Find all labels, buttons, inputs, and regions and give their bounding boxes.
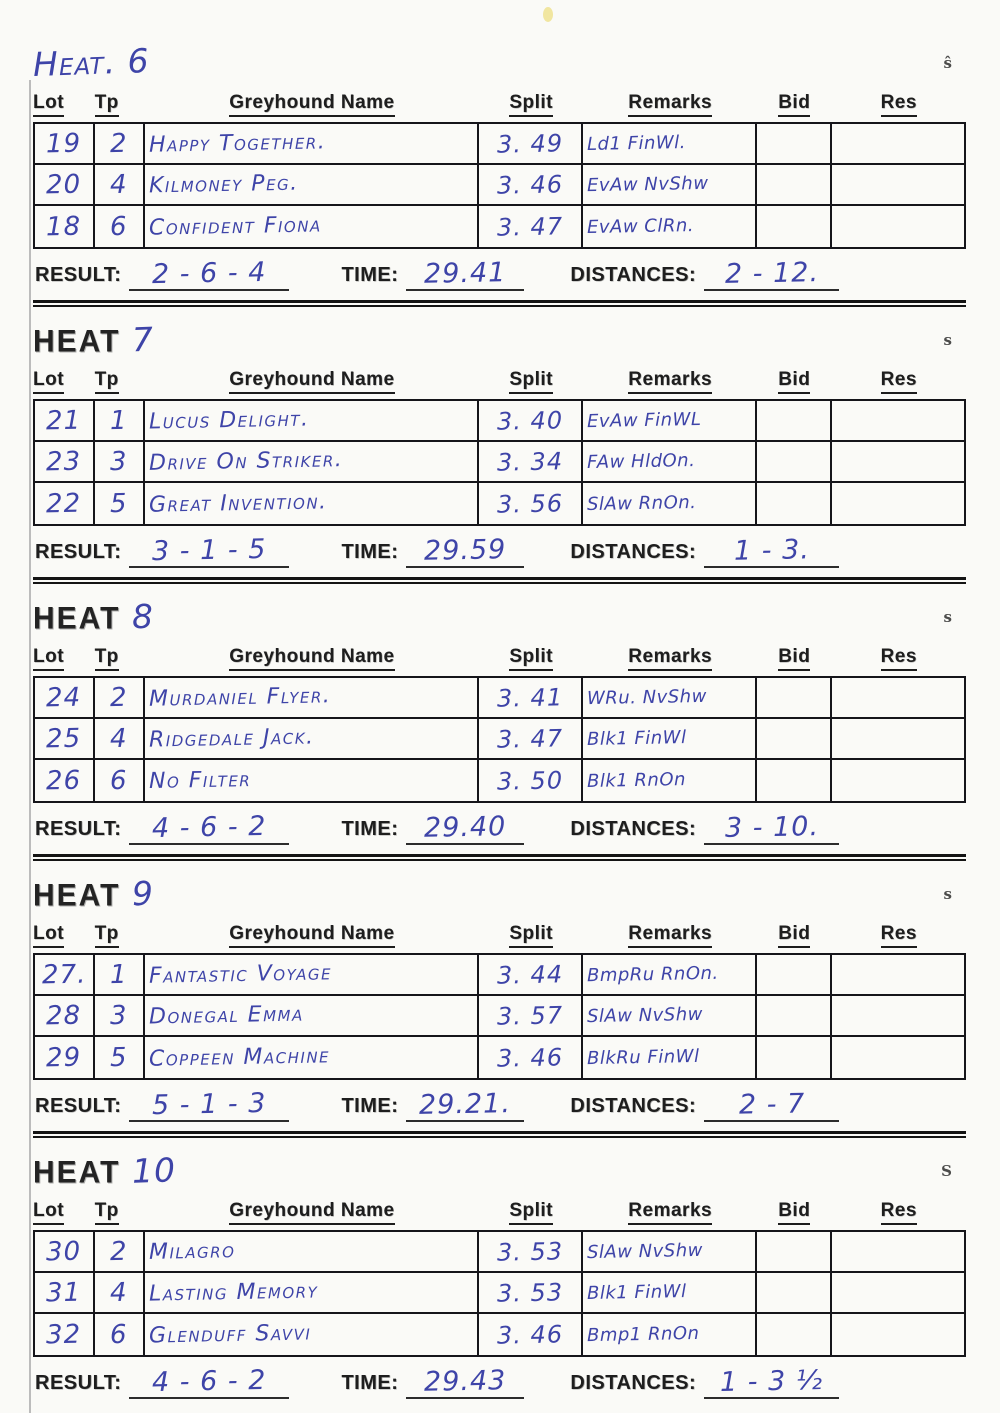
greyhound-name-cell: Kilmoney Peg. bbox=[145, 165, 479, 204]
heat-number-handwritten: Heat. 6 bbox=[32, 40, 151, 85]
distances-label: DISTANCES: bbox=[570, 818, 697, 840]
col-res: Res bbox=[881, 646, 917, 671]
section-divider bbox=[33, 577, 966, 584]
heat-number-handwritten: 9 bbox=[131, 873, 156, 914]
distances-value: 1 - 3 ½ bbox=[704, 1368, 839, 1399]
lot-cell: 21 bbox=[33, 401, 95, 440]
res-cell bbox=[832, 1273, 966, 1312]
col-bid: Bid bbox=[778, 92, 810, 117]
heat-title-row bbox=[33, 309, 966, 363]
split-cell: 3. 44 bbox=[479, 955, 583, 994]
bid-cell bbox=[757, 1273, 832, 1312]
split-cell: 3. 46 bbox=[479, 1314, 583, 1355]
lot-cell: 25 bbox=[33, 719, 95, 758]
greyhound-name-cell: Great Invention. bbox=[145, 483, 479, 524]
heat-section-10 bbox=[33, 1140, 966, 1407]
column-headers bbox=[33, 640, 966, 676]
distances-value: 2 - 12. bbox=[704, 260, 839, 291]
col-res: Res bbox=[881, 369, 917, 394]
column-headers bbox=[33, 917, 966, 953]
heat-table bbox=[33, 1230, 966, 1357]
greyhound-name-cell: Coppeen Machine bbox=[145, 1037, 479, 1078]
split-cell: 3. 50 bbox=[479, 760, 583, 801]
table-row bbox=[33, 1232, 966, 1273]
section-divider bbox=[33, 854, 966, 861]
greyhound-name-cell: Happy Together. bbox=[145, 124, 479, 163]
result-bar bbox=[33, 1357, 966, 1407]
scan-artifact: s bbox=[943, 331, 952, 349]
res-cell bbox=[832, 1314, 966, 1355]
result-bar bbox=[33, 803, 966, 853]
time-value: 29.59 bbox=[406, 537, 524, 568]
bid-cell bbox=[757, 124, 832, 163]
heat-table bbox=[33, 953, 966, 1080]
result-label: RESULT: bbox=[35, 818, 122, 840]
bid-cell bbox=[757, 206, 832, 247]
result-label: RESULT: bbox=[35, 264, 122, 286]
trap-cell: 4 bbox=[95, 1273, 145, 1312]
col-remarks: Remarks bbox=[628, 369, 712, 394]
res-cell bbox=[832, 1232, 966, 1271]
bid-cell bbox=[757, 1232, 832, 1271]
result-label: RESULT: bbox=[35, 541, 122, 563]
col-remarks: Remarks bbox=[628, 646, 712, 671]
split-cell: 3. 53 bbox=[479, 1273, 583, 1312]
result-bar bbox=[33, 1080, 966, 1130]
result-value: 2 - 6 - 4 bbox=[129, 260, 289, 291]
result-bar bbox=[33, 526, 966, 576]
col-lot: Lot bbox=[33, 369, 64, 394]
table-row bbox=[33, 955, 966, 996]
time-label: TIME: bbox=[341, 1372, 399, 1394]
lot-cell: 24 bbox=[33, 678, 95, 717]
col-res: Res bbox=[881, 923, 917, 948]
col-bid: Bid bbox=[778, 646, 810, 671]
split-cell: 3. 56 bbox=[479, 483, 583, 524]
heat-section-6 bbox=[33, 24, 966, 299]
col-bid: Bid bbox=[778, 1200, 810, 1225]
res-cell bbox=[832, 401, 966, 440]
split-cell: 3. 47 bbox=[479, 719, 583, 758]
bid-cell bbox=[757, 1314, 832, 1355]
remarks-cell: Blk1 FinWl bbox=[583, 1273, 757, 1312]
col-remarks: Remarks bbox=[628, 92, 712, 117]
col-tp: Tp bbox=[95, 1200, 119, 1225]
time-value: 29.41 bbox=[406, 260, 524, 291]
bid-cell bbox=[757, 955, 832, 994]
remarks-cell: WRu. NvShw bbox=[583, 678, 757, 717]
col-split: Split bbox=[509, 92, 553, 117]
trap-cell: 1 bbox=[95, 401, 145, 440]
col-split: Split bbox=[509, 1200, 553, 1225]
greyhound-name-cell: Donegal Emma bbox=[145, 996, 479, 1035]
distances-label: DISTANCES: bbox=[570, 541, 697, 563]
greyhound-name-cell: Murdaniel Flyer. bbox=[145, 678, 479, 717]
remarks-cell: Bmp1 RnOn bbox=[583, 1314, 757, 1355]
trap-cell: 2 bbox=[95, 124, 145, 163]
res-cell bbox=[832, 1037, 966, 1078]
heat-title-row bbox=[33, 863, 966, 917]
greyhound-name-cell: Ridgedale Jack. bbox=[145, 719, 479, 758]
heat-label: HEAT bbox=[33, 1155, 121, 1190]
trap-cell: 2 bbox=[95, 1232, 145, 1271]
col-tp: Tp bbox=[95, 92, 119, 117]
heat-section-8 bbox=[33, 586, 966, 853]
heat-table bbox=[33, 122, 966, 249]
col-lot: Lot bbox=[33, 646, 64, 671]
lot-cell: 18 bbox=[33, 206, 95, 247]
scan-speck bbox=[543, 7, 553, 22]
col-bid: Bid bbox=[778, 369, 810, 394]
lot-cell: 32 bbox=[33, 1314, 95, 1355]
table-row bbox=[33, 678, 966, 719]
lot-cell: 23 bbox=[33, 442, 95, 481]
lot-cell: 27. bbox=[33, 955, 95, 994]
remarks-cell: BmpRu RnOn. bbox=[583, 955, 757, 994]
split-cell: 3. 53 bbox=[479, 1232, 583, 1271]
split-cell: 3. 40 bbox=[479, 401, 583, 440]
heat-title-row bbox=[33, 586, 966, 640]
remarks-cell: FAw HldOn. bbox=[583, 442, 757, 481]
split-cell: 3. 34 bbox=[479, 442, 583, 481]
time-value: 29.21. bbox=[406, 1091, 524, 1122]
remarks-cell: EvAw FinWL bbox=[583, 401, 757, 440]
heat-table bbox=[33, 676, 966, 803]
distances-label: DISTANCES: bbox=[570, 1095, 697, 1117]
distances-value: 3 - 10. bbox=[704, 814, 839, 845]
table-row bbox=[33, 1273, 966, 1314]
greyhound-name-cell: Confident Fiona bbox=[145, 206, 479, 247]
trap-cell: 6 bbox=[95, 206, 145, 247]
split-cell: 3. 49 bbox=[479, 124, 583, 163]
remarks-cell: SlAw RnOn. bbox=[583, 483, 757, 524]
bid-cell bbox=[757, 401, 832, 440]
bid-cell bbox=[757, 678, 832, 717]
lot-cell: 30 bbox=[33, 1232, 95, 1271]
heat-label: HEAT bbox=[33, 601, 121, 636]
time-label: TIME: bbox=[341, 818, 399, 840]
col-split: Split bbox=[509, 369, 553, 394]
col-remarks: Remarks bbox=[628, 923, 712, 948]
section-divider bbox=[33, 1131, 966, 1138]
greyhound-name-cell: Lasting Memory bbox=[145, 1273, 479, 1312]
bid-cell bbox=[757, 996, 832, 1035]
col-res: Res bbox=[881, 92, 917, 117]
greyhound-name-cell: Glenduff Savvi bbox=[145, 1314, 479, 1355]
res-cell bbox=[832, 124, 966, 163]
col-name: Greyhound Name bbox=[229, 646, 394, 671]
remarks-cell: EvAw ClRn. bbox=[583, 206, 757, 247]
col-name: Greyhound Name bbox=[229, 1200, 394, 1225]
greyhound-name-cell: No Filter bbox=[145, 760, 479, 801]
res-cell bbox=[832, 678, 966, 717]
table-row bbox=[33, 483, 966, 524]
table-row bbox=[33, 996, 966, 1037]
bid-cell bbox=[757, 483, 832, 524]
table-row bbox=[33, 401, 966, 442]
trap-cell: 2 bbox=[95, 678, 145, 717]
result-label: RESULT: bbox=[35, 1372, 122, 1394]
lot-cell: 26 bbox=[33, 760, 95, 801]
lot-cell: 29 bbox=[33, 1037, 95, 1078]
table-row bbox=[33, 760, 966, 801]
greyhound-name-cell: Fantastic Voyage bbox=[145, 955, 479, 994]
trap-cell: 3 bbox=[95, 996, 145, 1035]
heat-title-row bbox=[33, 1140, 966, 1194]
heat-number-handwritten: 10 bbox=[131, 1150, 178, 1191]
trap-cell: 6 bbox=[95, 760, 145, 801]
col-res: Res bbox=[881, 1200, 917, 1225]
time-value: 29.43 bbox=[406, 1368, 524, 1399]
greyhound-name-cell: Milagro bbox=[145, 1232, 479, 1271]
col-bid: Bid bbox=[778, 923, 810, 948]
remarks-cell: SlAw NvShw bbox=[583, 1232, 757, 1271]
col-tp: Tp bbox=[95, 646, 119, 671]
lot-cell: 19 bbox=[33, 124, 95, 163]
table-row bbox=[33, 206, 966, 247]
split-cell: 3. 57 bbox=[479, 996, 583, 1035]
remarks-cell: Blk1 RnOn bbox=[583, 760, 757, 801]
heat-title-row bbox=[33, 24, 966, 86]
time-label: TIME: bbox=[341, 541, 399, 563]
distances-label: DISTANCES: bbox=[570, 264, 697, 286]
result-value: 4 - 6 - 2 bbox=[129, 814, 289, 845]
split-cell: 3. 46 bbox=[479, 1037, 583, 1078]
distances-value: 2 - 7 bbox=[704, 1091, 839, 1122]
trap-cell: 3 bbox=[95, 442, 145, 481]
col-name: Greyhound Name bbox=[229, 923, 394, 948]
heat-label: HEAT bbox=[33, 878, 121, 913]
lot-cell: 20 bbox=[33, 165, 95, 204]
split-cell: 3. 46 bbox=[479, 165, 583, 204]
result-bar bbox=[33, 249, 966, 299]
table-row bbox=[33, 1314, 966, 1355]
result-value: 4 - 6 - 2 bbox=[129, 1368, 289, 1399]
scan-artifact: s bbox=[943, 885, 952, 903]
greyhound-name-cell: Drive On Striker. bbox=[145, 442, 479, 481]
split-cell: 3. 41 bbox=[479, 678, 583, 717]
heat-table bbox=[33, 399, 966, 526]
bid-cell bbox=[757, 719, 832, 758]
column-headers bbox=[33, 1194, 966, 1230]
res-cell bbox=[832, 442, 966, 481]
col-split: Split bbox=[509, 646, 553, 671]
heat-section-9 bbox=[33, 863, 966, 1130]
lot-cell: 28 bbox=[33, 996, 95, 1035]
split-cell: 3. 47 bbox=[479, 206, 583, 247]
remarks-cell: SlAw NvShw bbox=[583, 996, 757, 1035]
col-name: Greyhound Name bbox=[229, 92, 394, 117]
bid-cell bbox=[757, 165, 832, 204]
bid-cell bbox=[757, 1037, 832, 1078]
res-cell bbox=[832, 165, 966, 204]
time-label: TIME: bbox=[341, 1095, 399, 1117]
time-value: 29.40 bbox=[406, 814, 524, 845]
result-label: RESULT: bbox=[35, 1095, 122, 1117]
col-lot: Lot bbox=[33, 923, 64, 948]
bid-cell bbox=[757, 442, 832, 481]
remarks-cell: BlkRu FinWl bbox=[583, 1037, 757, 1078]
trap-cell: 1 bbox=[95, 955, 145, 994]
trap-cell: 6 bbox=[95, 1314, 145, 1355]
col-tp: Tp bbox=[95, 923, 119, 948]
remarks-cell: Blk1 FinWl bbox=[583, 719, 757, 758]
table-row bbox=[33, 165, 966, 206]
res-cell bbox=[832, 955, 966, 994]
scan-artifact: ŝ bbox=[943, 54, 952, 72]
col-name: Greyhound Name bbox=[229, 369, 394, 394]
time-label: TIME: bbox=[341, 264, 399, 286]
table-row bbox=[33, 1037, 966, 1078]
heat-label: HEAT bbox=[33, 324, 121, 359]
scan-artifact: s bbox=[943, 608, 952, 626]
column-headers bbox=[33, 363, 966, 399]
remarks-cell: EvAw NvShw bbox=[583, 165, 757, 204]
column-headers bbox=[33, 86, 966, 122]
distances-value: 1 - 3. bbox=[704, 537, 839, 568]
res-cell bbox=[832, 483, 966, 524]
greyhound-name-cell: Lucus Delight. bbox=[145, 401, 479, 440]
res-cell bbox=[832, 719, 966, 758]
heat-section-7 bbox=[33, 309, 966, 576]
col-lot: Lot bbox=[33, 1200, 64, 1225]
col-remarks: Remarks bbox=[628, 1200, 712, 1225]
distances-label: DISTANCES: bbox=[570, 1372, 697, 1394]
trap-cell: 5 bbox=[95, 1037, 145, 1078]
heat-number-handwritten: 8 bbox=[131, 596, 156, 637]
res-cell bbox=[832, 206, 966, 247]
trap-cell: 4 bbox=[95, 719, 145, 758]
trap-cell: 5 bbox=[95, 483, 145, 524]
result-value: 5 - 1 - 3 bbox=[129, 1091, 289, 1122]
col-split: Split bbox=[509, 923, 553, 948]
lot-cell: 22 bbox=[33, 483, 95, 524]
res-cell bbox=[832, 996, 966, 1035]
table-row bbox=[33, 124, 966, 165]
table-row bbox=[33, 719, 966, 760]
col-lot: Lot bbox=[33, 92, 64, 117]
table-row bbox=[33, 442, 966, 483]
col-tp: Tp bbox=[95, 369, 119, 394]
section-divider bbox=[33, 300, 966, 307]
lot-cell: 31 bbox=[33, 1273, 95, 1312]
remarks-cell: Ld1 FinWl. bbox=[583, 124, 757, 163]
scan-artifact: S bbox=[941, 1162, 952, 1180]
heat-number-handwritten: 7 bbox=[131, 319, 156, 360]
trap-cell: 4 bbox=[95, 165, 145, 204]
res-cell bbox=[832, 760, 966, 801]
bid-cell bbox=[757, 760, 832, 801]
result-value: 3 - 1 - 5 bbox=[129, 537, 289, 568]
